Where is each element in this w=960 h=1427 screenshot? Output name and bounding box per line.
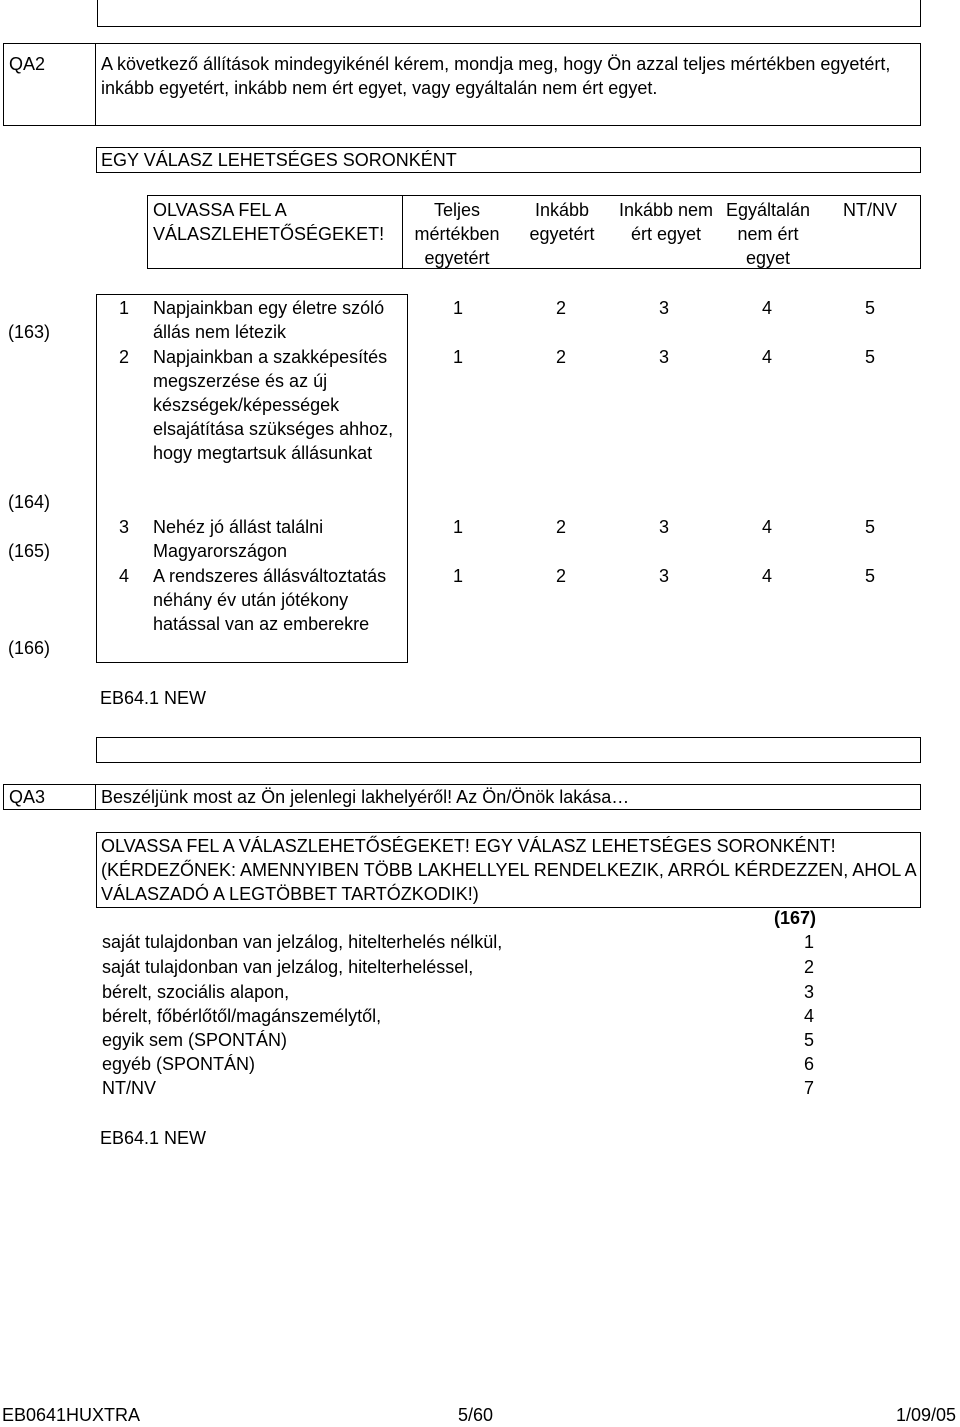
qa3-code-4[interactable]: 4	[804, 1006, 815, 1026]
row-num-2: 2	[119, 347, 130, 367]
code-r2-2[interactable]: 2	[556, 347, 567, 367]
qa3-code-box	[3, 784, 96, 810]
code-r1-3[interactable]: 3	[659, 298, 670, 318]
code-r1-4[interactable]: 4	[762, 298, 773, 318]
code-r4-3[interactable]: 3	[659, 566, 670, 586]
code-r4-2[interactable]: 2	[556, 566, 567, 586]
qa3-option-5: egyik sem (SPONTÁN)	[102, 1030, 288, 1050]
code-r2-1[interactable]: 1	[453, 347, 464, 367]
row-text-4: A rendszeres állásváltoztatás néhány év után jótékony hatással van az emberekre	[153, 566, 387, 634]
qa3-code-5[interactable]: 5	[804, 1030, 815, 1050]
row-num-4: 4	[119, 566, 130, 586]
code-r4-5[interactable]: 5	[865, 566, 876, 586]
code-r2-3[interactable]: 3	[659, 347, 670, 367]
code-r3-4[interactable]: 4	[762, 517, 773, 537]
code-r3-2[interactable]: 2	[556, 517, 567, 537]
col-inkabb-egyetert: Inkább egyetért	[529, 200, 595, 244]
col-egyaltalan: Egyáltalán nem ért egyet	[725, 200, 811, 268]
qa2-question-box	[95, 43, 921, 126]
qa3-option-3: bérelt, szociális alapon,	[102, 982, 290, 1002]
qa3-var: (167)	[773, 908, 816, 928]
qa2-read-out-box	[147, 195, 402, 269]
code-r3-5[interactable]: 5	[865, 517, 876, 537]
footer-page: 5/60	[458, 1405, 494, 1425]
code-r2-4[interactable]: 4	[762, 347, 773, 367]
qa3-instruction-box	[96, 832, 921, 908]
qa2-question: A következő állítások mindegyikénél kérem, mondja meg, hogy Ön azzal teljes mértékben egyetért, inkább egyetért, inkább nem ért egyet, vagy egyáltalán nem ért egyet.	[101, 54, 891, 98]
row-num-1: 1	[119, 298, 130, 318]
col-inkabb-nem: Inkább nem ért egyet	[618, 200, 714, 244]
var-165: (165)	[8, 541, 51, 561]
code-r3-1[interactable]: 1	[453, 517, 464, 537]
qa3-question: Beszéljünk most az Ön jelenlegi lakhelyéről! Az Ön/Önök lakása…	[101, 787, 630, 807]
code-r4-4[interactable]: 4	[762, 566, 773, 586]
qa2-code-box	[3, 43, 96, 126]
qa3-source: EB64.1 NEW	[100, 1128, 207, 1148]
row-text-2: Napjainkban a szakképesítés megszerzése és az új készségek/képességek elsajátítása szükséges ahhoz, hogy megtartsuk állásunkat	[153, 347, 394, 463]
qa3-code-7[interactable]: 7	[804, 1078, 815, 1098]
top-empty-box	[97, 0, 921, 27]
code-r3-3[interactable]: 3	[659, 517, 670, 537]
var-163: (163)	[8, 322, 51, 342]
qa3-code-6[interactable]: 6	[804, 1054, 815, 1074]
qa3-option-4: bérelt, főbérlőtől/magánszemélytől,	[102, 1006, 382, 1026]
qa2-code: QA2	[9, 54, 46, 74]
qa3-option-7: NT/NV	[102, 1078, 156, 1098]
footer-date: 1/09/05	[895, 1405, 956, 1425]
row-text-1: Napjainkban egy életre szóló állás nem létezik	[153, 298, 385, 342]
row-num-3: 3	[119, 517, 130, 537]
qa2-read-out: OLVASSA FEL A VÁLASZLEHETŐSÉGEKET!	[153, 200, 385, 244]
code-r1-2[interactable]: 2	[556, 298, 567, 318]
col-ntnv: NT/NV	[843, 200, 897, 220]
code-r2-5[interactable]: 5	[865, 347, 876, 367]
col-teljes: Teljes mértékben egyetért	[414, 200, 500, 268]
qa3-code: QA3	[9, 787, 46, 807]
code-r4-1[interactable]: 1	[453, 566, 464, 586]
qa2-instruction-box	[96, 147, 921, 173]
qa3-instruction: OLVASSA FEL A VÁLASZLEHETŐSÉGEKET! EGY VÁLASZ LEHETSÉGES SORONKÉNT! (KÉRDEZŐNEK: AMENNYIBEN TÖBB LAKHELLYEL RENDELKEZIK, ARRÓL KÉRDEZZEN, AHOL A VÁLASZADÓ A LEGTÖBBET TARTÓZKODIK!)	[101, 836, 916, 904]
footer-doc-id: EB0641HUXTRA	[2, 1405, 141, 1425]
qa3-option-6: egyéb (SPONTÁN)	[102, 1054, 256, 1074]
var-164: (164)	[8, 492, 51, 512]
qa2-source: EB64.1 NEW	[100, 688, 207, 708]
code-r1-1[interactable]: 1	[453, 298, 464, 318]
blank-box	[96, 737, 921, 763]
qa2-instruction: EGY VÁLASZ LEHETSÉGES SORONKÉNT	[101, 150, 457, 170]
var-166: (166)	[8, 638, 51, 658]
qa3-option-2: saját tulajdonban van jelzálog, hitelterheléssel,	[102, 957, 474, 977]
row-text-3: Nehéz jó állást találni Magyarországon	[153, 517, 324, 561]
qa3-code-3[interactable]: 3	[804, 982, 815, 1002]
qa3-question-box	[95, 784, 921, 810]
qa3-code-2[interactable]: 2	[804, 957, 815, 977]
code-r1-5[interactable]: 5	[865, 298, 876, 318]
qa3-option-1: saját tulajdonban van jelzálog, hitelterhelés nélkül,	[102, 932, 503, 952]
qa3-code-1[interactable]: 1	[804, 932, 815, 952]
